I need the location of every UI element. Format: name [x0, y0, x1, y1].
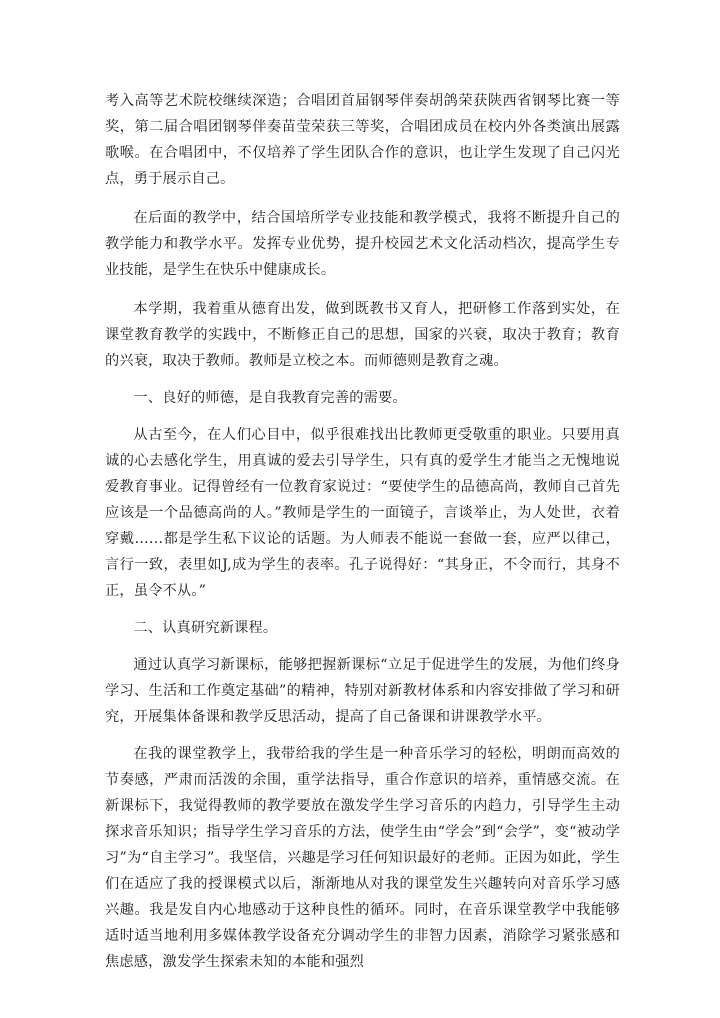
- document-body: [105, 88, 620, 975]
- paragraph-2: 在后面的教学中，结合国培所学专业技能和教学模式，我将不断提升自己的教学能力和教学水平。发挥专业优势，提升校园艺术文化活动档次，提高学生专业技能，是学生在快乐中健康成长。: [105, 210, 620, 278]
- paragraph-1: 考入高等艺术院校继续深造；合唱团首届钢琴伴奏胡鸽荣获陕西省钢琴比赛一等奖，第二届合唱团钢琴伴奏苗莹荣获三等奖，合唱团成员在校内外各类演出展露歌喉。在合唱团中，不仅培养了学生团队合作的意识，也让学生发现了自己闪光点，勇于展示自己。: [105, 93, 620, 187]
- paragraph-8: 在我的课堂教学上，我带给我的学生是一种音乐学习的轻松，明朗而高效的节奏感，严肃而活泼的余围，重学法指导，重合作意识的培养，重情感交流。在新课标下，我觉得教师的教学要放在激发学生学习音乐的内趋力，引导学生主动探求音乐知识；指导学生学习音乐的方法，使学生由“学会”到“会学”，变“被动学习”为“自主学习”。我坚信，兴趣是学习任何知识最好的老师。正因为如此，学生们在适应了我的授课模式以后，渐渐地从对我的课堂发生兴趣转向对音乐学习感兴趣。我是发自内心地感动于这种良性的循环。同时，在音乐课堂教学中我能够适时适当地利用多媒体教学设备充分调动学生的非智力因素，消除学习紧张感和焦虑感，激发学生探索未知的本能和强烈: [105, 746, 620, 970]
- paragraph-3: 本学期，我着重从德育出发，做到既教书又育人，把研修工作落到实处，在课堂教育教学的实践中，不断修正自己的思想，国家的兴衰，取决于教育；教育的兴衰，取决于教师。教师是立校之本。而师德则是教育之魂。: [105, 301, 620, 369]
- paragraph-5: 从古至今，在人们心目中，似乎很难找出比教师更受敬重的职业。只要用真诚的心去感化学生，用真诚的爱去引导学生，只有真的爱学生才能当之无愧地说爱教育事业。记得曾经有一位教育家说过：“要使学生的品德高尚，教师自己首先应该是一个品德高尚的人。”教师是学生的一面镜子，言谈举止，为人处世，衣着穿戴……都是学生私下议论的话题。为人师表不能说一套做一套，应严以律己，言行一致，表里如J,成为学生的表率。孔子说得好：“其身正，不令而行，其身不正，虽令不从。”: [105, 427, 620, 599]
- section-heading-2: 二、认真研究新课程。: [133, 620, 278, 636]
- paragraph-7: 通过认真学习新课标，能够把握新课标“立足于促进学生的发展，为他们终身学习、生活和工作奠定基础”的精神，特别对新教材体系和内容安排做了学习和研究，开展集体备课和教学反思活动，提高了自己备课和讲课教学水平。: [105, 657, 620, 725]
- section-heading-1: 一、良好的师德，是自我教育完善的需要。: [133, 390, 407, 406]
